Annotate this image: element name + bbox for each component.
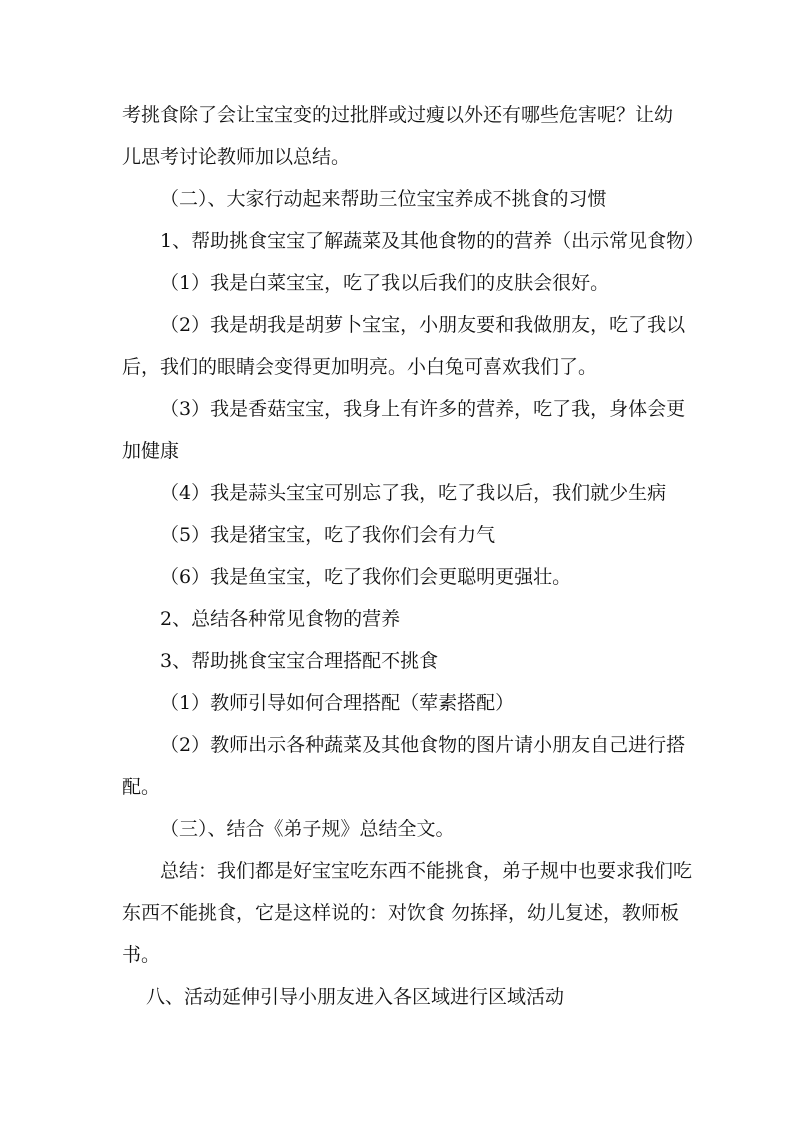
text-line: （1）我是白菜宝宝，吃了我以后我们的皮肤会很好。 xyxy=(160,272,610,294)
text-line: （3）我是香菇宝宝，我身上有许多的营养，吃了我，身体会更 xyxy=(160,398,686,420)
text-line: 2、总结各种常见食物的营养 xyxy=(160,608,401,630)
text-line: 后，我们的眼睛会变得更加明亮。小白兔可喜欢我们了。 xyxy=(122,356,598,378)
text-line: 3、帮助挑食宝宝合理搭配不挑食 xyxy=(160,650,439,672)
text-line: 考挑食除了会让宝宝变的过批胖或过瘦以外还有哪些危害呢？让幼 xyxy=(122,104,674,126)
text-line: （2）我是胡我是胡萝卜宝宝，小朋友要和我做朋友，吃了我以 xyxy=(160,314,686,336)
text-line: 1、帮助挑食宝宝了解蔬菜及其他食物的的营养（出示常见食物） xyxy=(160,230,705,252)
text-line: 配。 xyxy=(122,776,161,798)
section-heading: （三）、结合《弟子规》总结全文。 xyxy=(160,818,455,840)
text-line: 加健康 xyxy=(122,440,180,462)
text-line: （6）我是鱼宝宝，吃了我你们会更聪明更强壮。 xyxy=(160,566,572,588)
text-line: （5）我是猪宝宝，吃了我你们会有力气 xyxy=(160,524,496,546)
text-line: （2）教师出示各种蔬菜及其他食物的图片请小朋友自己进行搭 xyxy=(160,734,686,756)
section-heading: （二）、大家行动起来帮助三位宝宝养成不挑食的习惯 xyxy=(160,188,607,210)
text-line: 书。 xyxy=(122,944,161,966)
text-line: 儿思考讨论教师加以总结。 xyxy=(122,146,351,168)
text-line: （4）我是蒜头宝宝可别忘了我，吃了我以后，我们就少生病 xyxy=(160,482,667,504)
text-line: 总结：我们都是好宝宝吃东西不能挑食，弟子规中也要求我们吃 xyxy=(160,860,693,882)
text-line: 东西不能挑食，它是这样说的：对饮食 勿拣择，幼儿复述，教师板 xyxy=(122,902,680,924)
text-line: （1）教师引导如何合理搭配（荤素搭配） xyxy=(160,692,515,714)
section-heading: 八、活动延伸引导小朋友进入各区域进行区域活动 xyxy=(146,986,565,1008)
